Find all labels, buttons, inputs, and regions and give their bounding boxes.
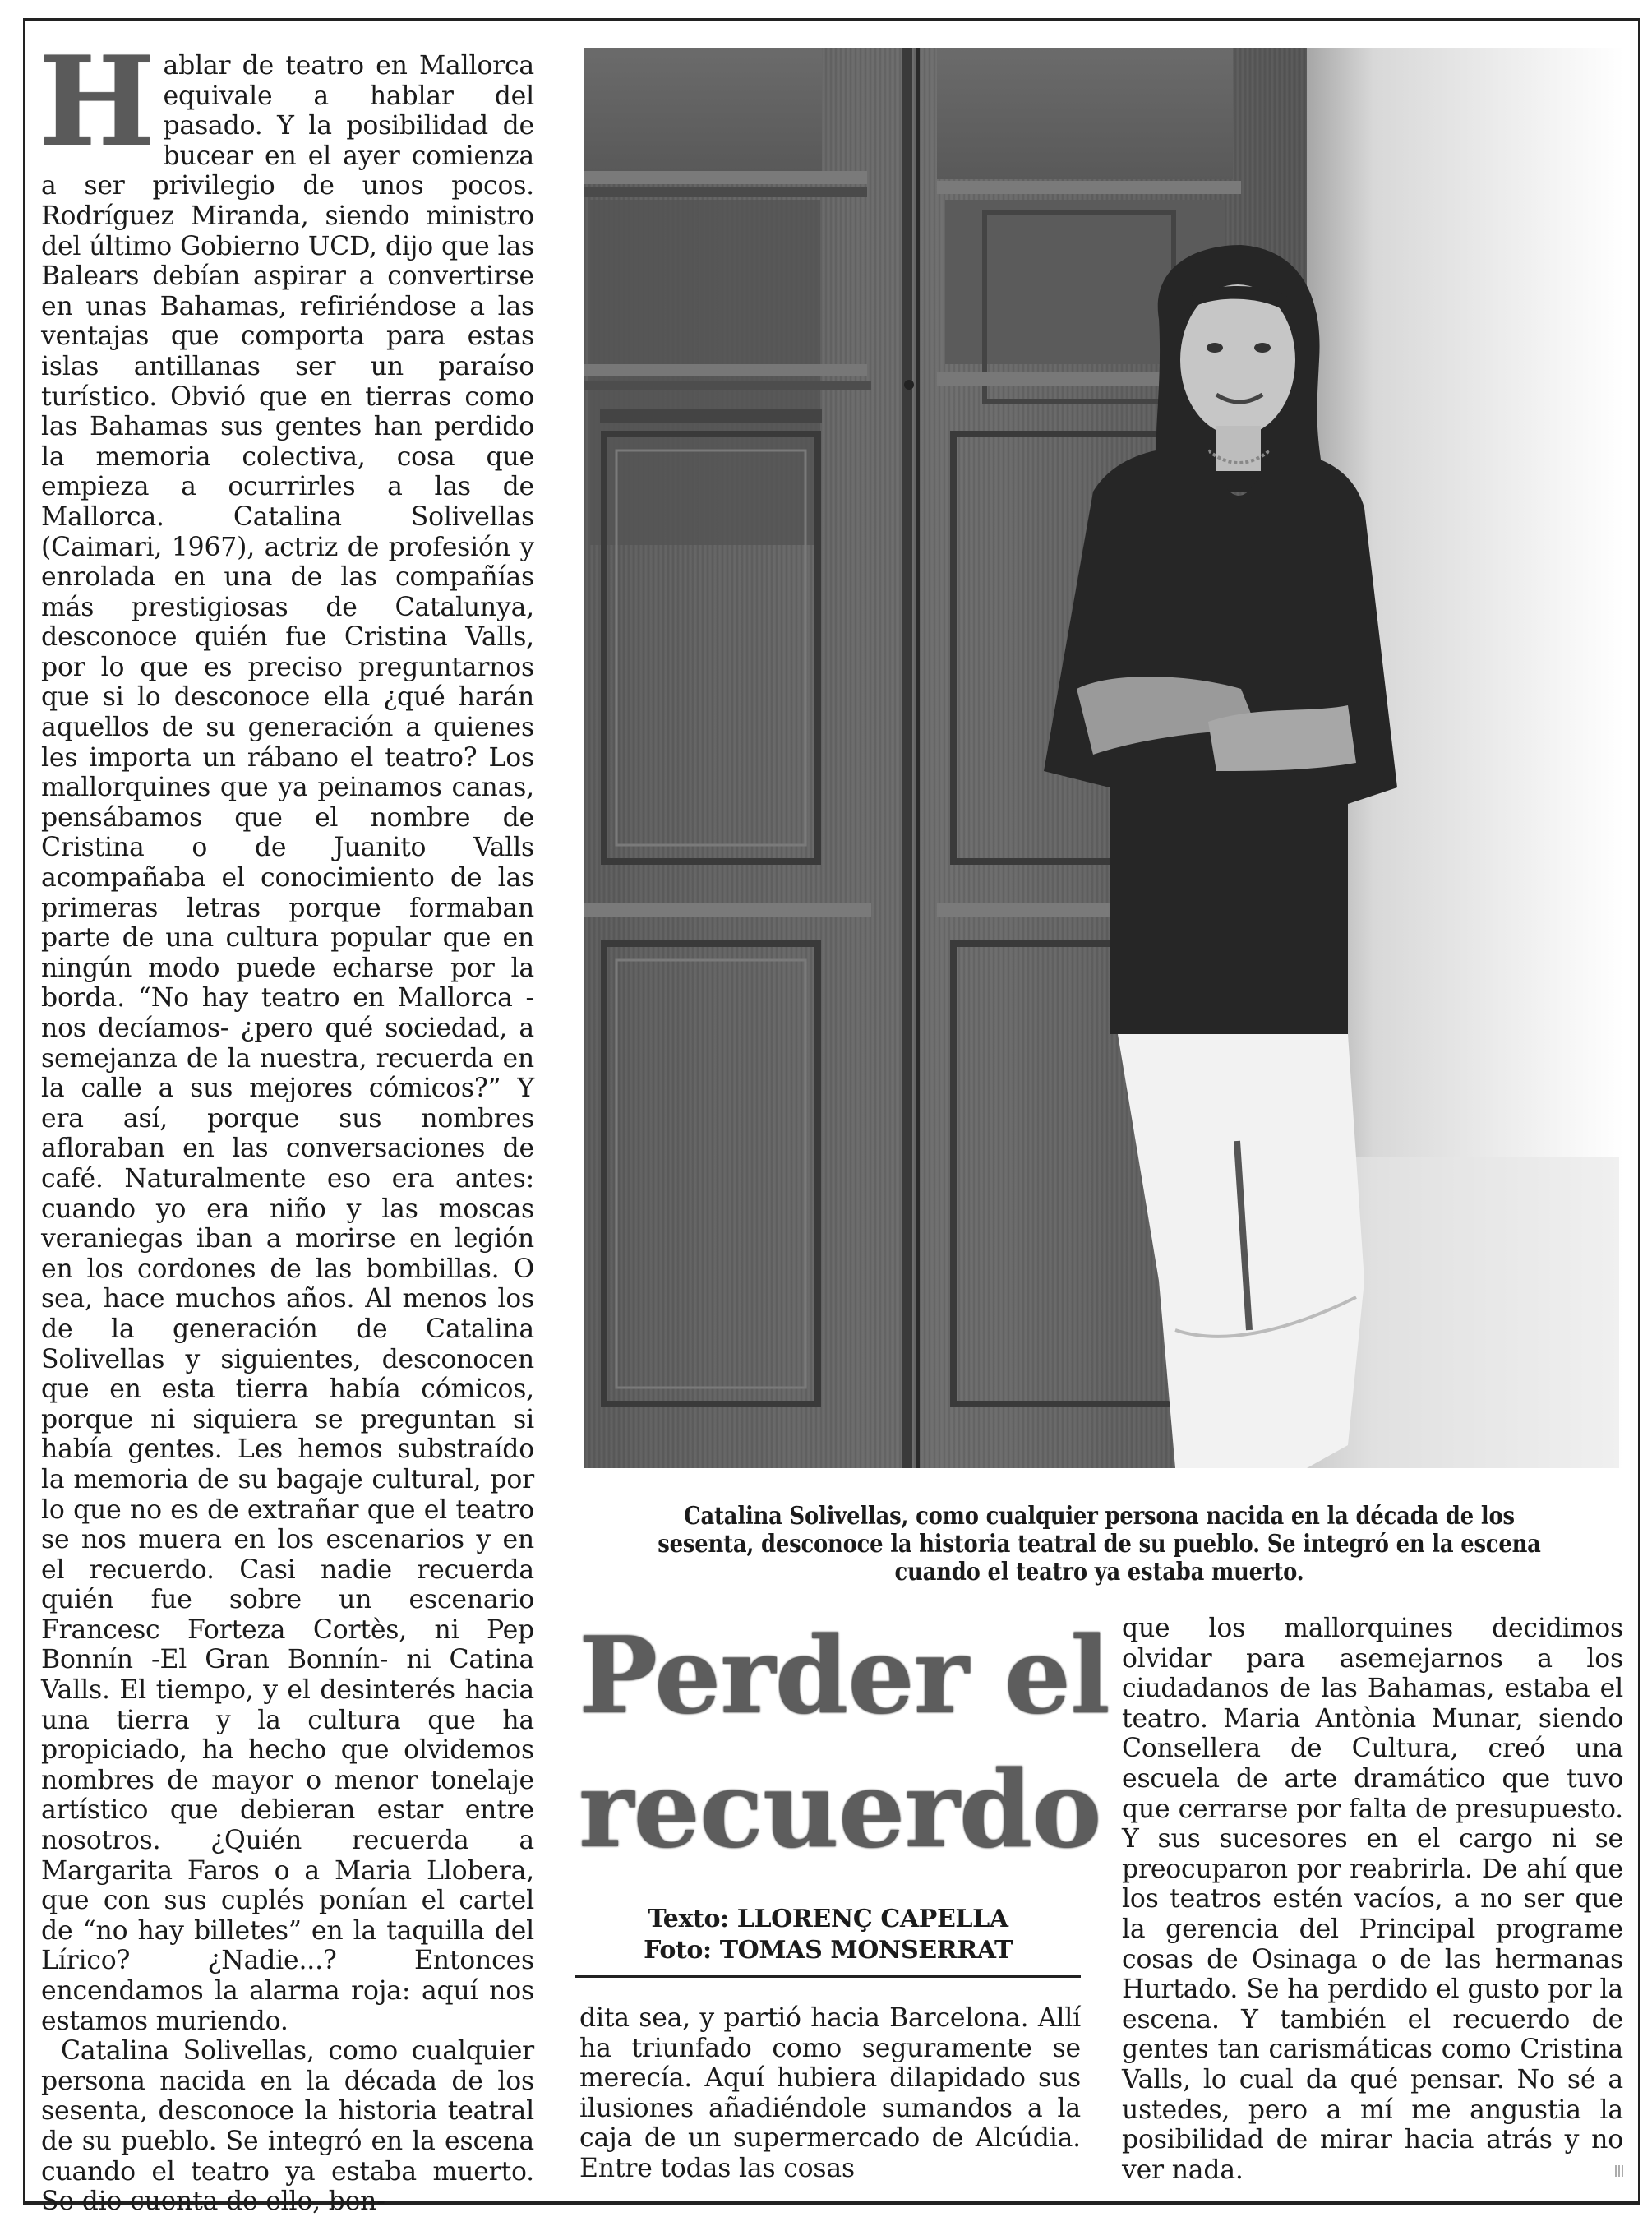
drop-cap: H <box>39 30 155 174</box>
article-column-left <box>39 30 534 2217</box>
photo-caption: Catalina Solivellas, como cualquier persona nacida en la década de los sesenta, desconoce la historia teatral de su pueblo. Se integró en la escena cuando el teatro ya estaba muerto. <box>658 1502 1541 1587</box>
article-paragraph: dita sea, y partió hacia Barcelona. Allí ha triunfado como seguramente se merecía. Aquí hubiera dilapidado sus ilusiones añadiéndole sumandos a la caja de un supermercado de Alcúdia. Entre todas las cosas <box>579 2003 1081 2183</box>
byline-author: Texto: LLORENÇ CAPELLA <box>648 1905 1008 1933</box>
photo-image <box>584 48 1624 1468</box>
paragraph-text: que los mallorquines decidimos olvidar para asemejarnos a los ciudadanos de las Bahamas, estaba el teatro. Maria Antònia Munar, siendo Consellera de Cultura, creó una escuela de arte dramático que tuvo que cerrarse por falta de presupuesto. Y sus sucesores en el cargo ni se preocuparon por reabrirla. De ahí que los teatros estén vacíos, a no ser que la gerencia del Principal programe cosas de Osinaga o de las hermanas Hurtado. Se ha perdido el gusto por la escena. Y también el recuerdo de gentes tan carismáticas como Cristina Valls, lo cual da qué pensar. No sé a ustedes, pero a mí me angustia la posibilidad de mirar hacia atrás y no ver nada. <box>1122 1614 1623 2185</box>
headline <box>579 1610 1110 1878</box>
headline-line: Perder el <box>579 1614 1110 1738</box>
end-of-article-icon <box>1615 2165 1623 2177</box>
article-paragraph <box>39 30 534 2036</box>
article-paragraph <box>41 2036 534 2217</box>
byline <box>575 1904 1081 1966</box>
paragraph-text: Catalina Solivellas, como cualquier persona nacida en la década de los sesenta, desconoce la historia teatral de su pueblo. Se integró en la escena cuando el teatro ya estaba muerto. Se dio cuenta de ello, ben- <box>41 2036 534 2217</box>
headline-line: recuerdo <box>579 1748 1101 1872</box>
byline-photographer: Foto: TOMAS MONSERRAT <box>644 1936 1013 1965</box>
paragraph-text: ablar de teatro en Mallorca equivale a hablar del pasado. Y la posibilidad de bucear en el ayer comienza a ser privilegio de unos pocos. Rodríguez Miranda, siendo ministro del último Gobierno UCD, dijo que las Balears debían aspirar a convertirse en unas Bahamas, refiriéndose a las ventajas que comporta para estas islas antillanas ser un paraíso turístico. Obvió que en tierras como las Bahamas sus gentes han perdido la memoria colectiva, cosa que empieza a ocurrirles a las de Mallorca. Catalina Solivellas (Caimari, 1967), actriz de profesión y enrolada en una de las compañías más prestigiosas de Catalunya, desconoce quién fue Cristina Valls, por lo que es preciso preguntarnos que si lo desconoce ella ¿qué harán aquellos de su generación a quienes les importa un rábano el teatro? Los mallorquines que ya peinamos canas, pensábamos que el nombre de Cristina o de Juanito Valls acompañaba el conocimiento de las primeras letras porque formaban parte de una cultura popular que en ningún modo puede echarse por la borda. “No hay teatro en Mallorca - nos decíamos- ¿pero qué sociedad, a semejanza de la nuestra, recuerda en la calle a sus mejores cómicos?” Y era así, porque sus nombres afloraban en las conversaciones de café. Naturalmente eso era antes: cuando yo era niño y las moscas veraniegas iban a morirse en legión en los cordones de las bombillas. O sea, hace muchos años. Al menos los de la generación de Catalina Solivellas y siguientes, desconocen que en esta tierra había cómicos, porque ni siquiera se preguntan si había gentes. Les hemos substraído la memoria de su bagaje cultural, por lo que no es de extrañar que el teatro se nos muera en los escenarios y en el recuerdo. Casi nadie recuerda quién fue sobre un escenario Francesc Forteza Cortès, ni Pep Bonnín -El Gran Bonnín- ni Catina Valls. El tiempo, y el desinterés hacia una tierra y la cultura que ha propiciado, ha hecho que olvidemos nombres de mayor o menor tonelaje artístico que debieran estar entre nosotros. ¿Quién recuerda a Margarita Faros o a Maria Llobera, que con sus cuplés ponían el cartel de “no hay billetes” en la taquilla del Lírico? ¿Nadie...? Entonces encendamos la alarma roja: aquí nos estamos muriendo. <box>41 51 534 2036</box>
article-paragraph <box>1122 1614 1623 2185</box>
article-column-right <box>1122 1614 1623 2185</box>
byline-divider <box>575 1975 1081 1978</box>
article-column-middle <box>579 2003 1081 2184</box>
article-photo <box>584 48 1624 1468</box>
